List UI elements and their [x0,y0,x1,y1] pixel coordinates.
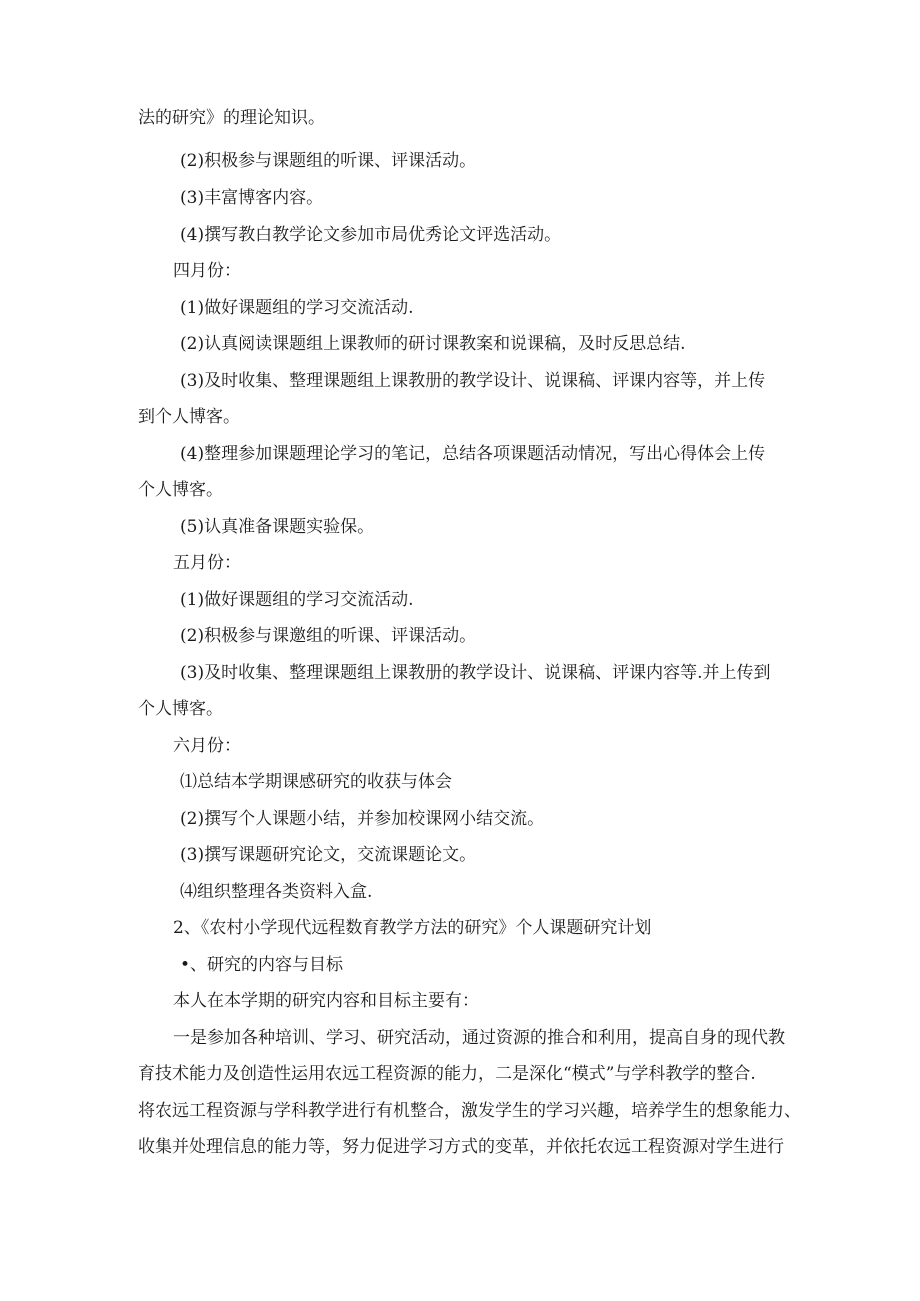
text-line: (1)做好课题组的学习交流活动. [180,298,414,318]
text-line: (1)做好课题组的学习交流活动. [180,590,414,610]
text-line: (2)撰写个人课题小结，并参加校课网小结交流。 [180,809,545,829]
text-line: (2)积极参与课邀组的听课、评课活动。 [180,626,477,646]
text-line: (4)撰写教白教学论文参加市局优秀论文评选活动。 [180,225,562,245]
text-line: (3)及时收集、整理课题组上课教册的教学设计、说课稿、评课内容等.并上传到 [180,663,771,683]
text-line: 本人在本学期的研究内容和目标主要有： [173,991,479,1011]
text-line: (3)及时收集、整理课题组上课教册的教学设计、说课稿、评课内容等，并上传 [180,371,766,391]
text-line: ⑴总结本学期课感研究的收获与体会 [180,772,452,792]
text-line: (2)积极参与课题组的听课、评课活动。 [180,151,477,171]
text-line: ⑷组织整理各类资料入盒. [180,882,373,902]
paragraph-line: 将农远工程资源与学科教学进行有机整合，激发学生的学习兴趣，培养学生的想象能力、 [138,1101,801,1121]
text-line: 到个人博客。 [138,407,240,427]
text-line: (3)撰写课题研究论文，交流课题论文。 [180,845,477,865]
text-line: (2)认真阅读课题组上课教师的研讨课教案和说课稿，及时反思总结. [180,334,686,354]
text-line: 法的研究》的理论知识。 [138,108,325,128]
text-line: (5)认真准备课题实验保。 [180,517,375,537]
text-line: 个人博客。 [138,699,223,719]
paragraph-line: 一是参加各种培训、学习、研究活动，通过资源的推合和利用，提高自身的现代教 [173,1028,785,1048]
text-line: 个人博客。 [138,480,223,500]
section-heading-plan: 2、《农村小学现代远程数育教学方法的研究》个人课题研究计划 [173,918,652,938]
section-heading-april: 四月份： [173,261,241,281]
paragraph-line: 育技术能力及创造性运用农远工程资源的能力，二是深化“模式”与学科教学的整合. [138,1064,756,1084]
text-line: (4)整理参加课题理论学习的笔记，总结各项课题活动情况，写出心得体会上传 [180,444,766,464]
section-heading-may: 五月份： [173,553,241,573]
paragraph-line: 收集并处理信息的能力等，努力促进学习方式的变革，并依托农远工程资源对学生进行 [138,1137,784,1157]
section-heading-june: 六月份： [173,736,241,756]
text-line: (3)丰富博客内容。 [180,188,324,208]
subsection-heading: •、研究的内容与目标 [180,955,344,975]
